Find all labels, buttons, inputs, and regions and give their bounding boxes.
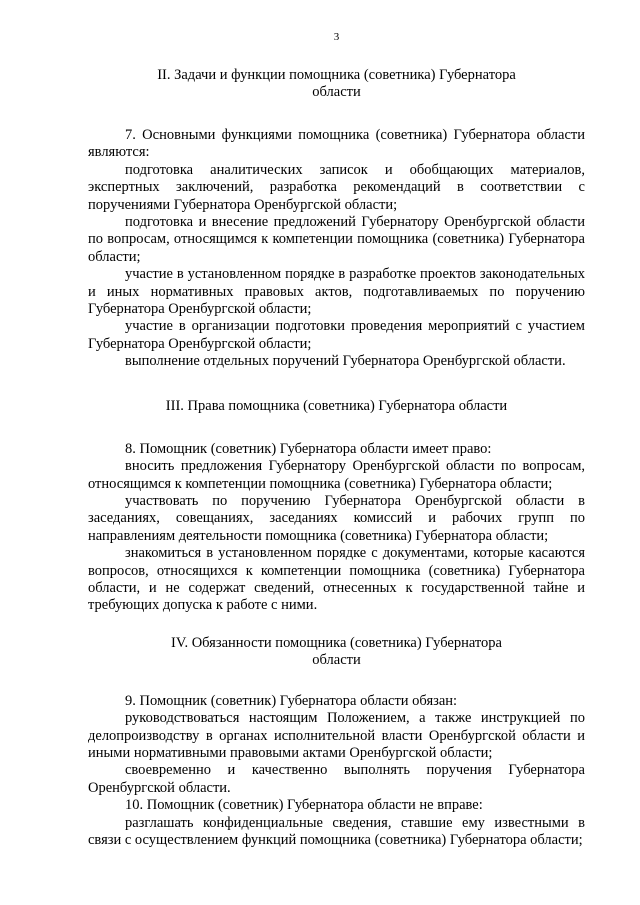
paragraph-7-item-5: выполнение отдельных поручений Губернатора Оренбургской области. [125, 353, 566, 370]
paragraph-10-item-1: разглашать конфиденциальные сведения, ставшие ему известными в связи с осуществлением функций помощника (советника) Губернатора области; [88, 814, 585, 848]
paragraph-7-item-2: подготовка и внесение предложений Губернатору Оренбургской области по вопросам, относящимся к компетенции помощника (советника) Губернатора области; [88, 214, 585, 265]
paragraph-9-item-1: руководствоваться настоящим Положением, а также инструкцией по делопроизводству в органах исполнительной власти Оренбургской области и иными нормативными правовыми актами Оренбургской области; [88, 710, 585, 761]
section-2-title-line1: II. Задачи и функции помощника (советника) Губернатора [157, 67, 516, 83]
section-3-heading: III. Права помощника (советника) Губернатора области [165, 397, 508, 414]
paragraph-7-intro: 7. Основными функциями помощника (советника) Губернатора области являются: [88, 127, 585, 161]
section-2-heading [88, 67, 585, 101]
section-4-title-line2: области [312, 651, 361, 668]
page-number: 3 [333, 31, 340, 43]
paragraph-8-intro: 8. Помощник (советник) Губернатора области имеет право: [125, 440, 492, 457]
section-4-heading [88, 635, 585, 669]
document-page [88, 30, 585, 849]
section-2-title-line2: области [312, 84, 361, 100]
paragraph-7-item-1: подготовка аналитических записок и обобщающих материалов, экспертных заключений, разработка рекомендаций в соответствии с поручениями Губернатора Оренбургской области; [88, 161, 585, 213]
paragraph-7-item-4: участие в организации подготовки проведения мероприятий с участием Губернатора Оренбургской области; [88, 318, 585, 352]
paragraph-8-item-2: участвовать по поручению Губернатора Оренбургской области в заседаниях, совещаниях, заседаниях комиссий и рабочих групп по направлениям деятельности помощника (советника) Губернатора области; [88, 492, 585, 544]
paragraph-9-item-2: своевременно и качественно выполнять поручения Губернатора Оренбургской области. [88, 762, 585, 796]
section-4-title-line1: IV. Обязанности помощника (советника) Губернатора [171, 634, 502, 651]
paragraph-9-intro: 9. Помощник (советник) Губернатора области обязан: [125, 692, 458, 709]
paragraph-7-item-3: участие в установленном порядке в разработке проектов законодательных и иных нормативных правовых актов, подготавливаемых по поручению Губернатора Оренбургской области; [88, 266, 585, 318]
paragraph-8-item-1: вносить предложения Губернатору Оренбургской области по вопросам, относящимся к компетенции помощника (советника) Губернатора области; [88, 458, 585, 492]
paragraph-10-intro: 10. Помощник (советник) Губернатора области не вправе: [125, 797, 483, 814]
paragraph-8-item-3: знакомиться в установленном порядке с документами, которые касаются вопросов, относящихся к компетенции помощника (советника) Губернатора области, и не содержат сведений, отнесенных к государственной тайне и требующих допуска к работе с ними. [88, 545, 585, 614]
